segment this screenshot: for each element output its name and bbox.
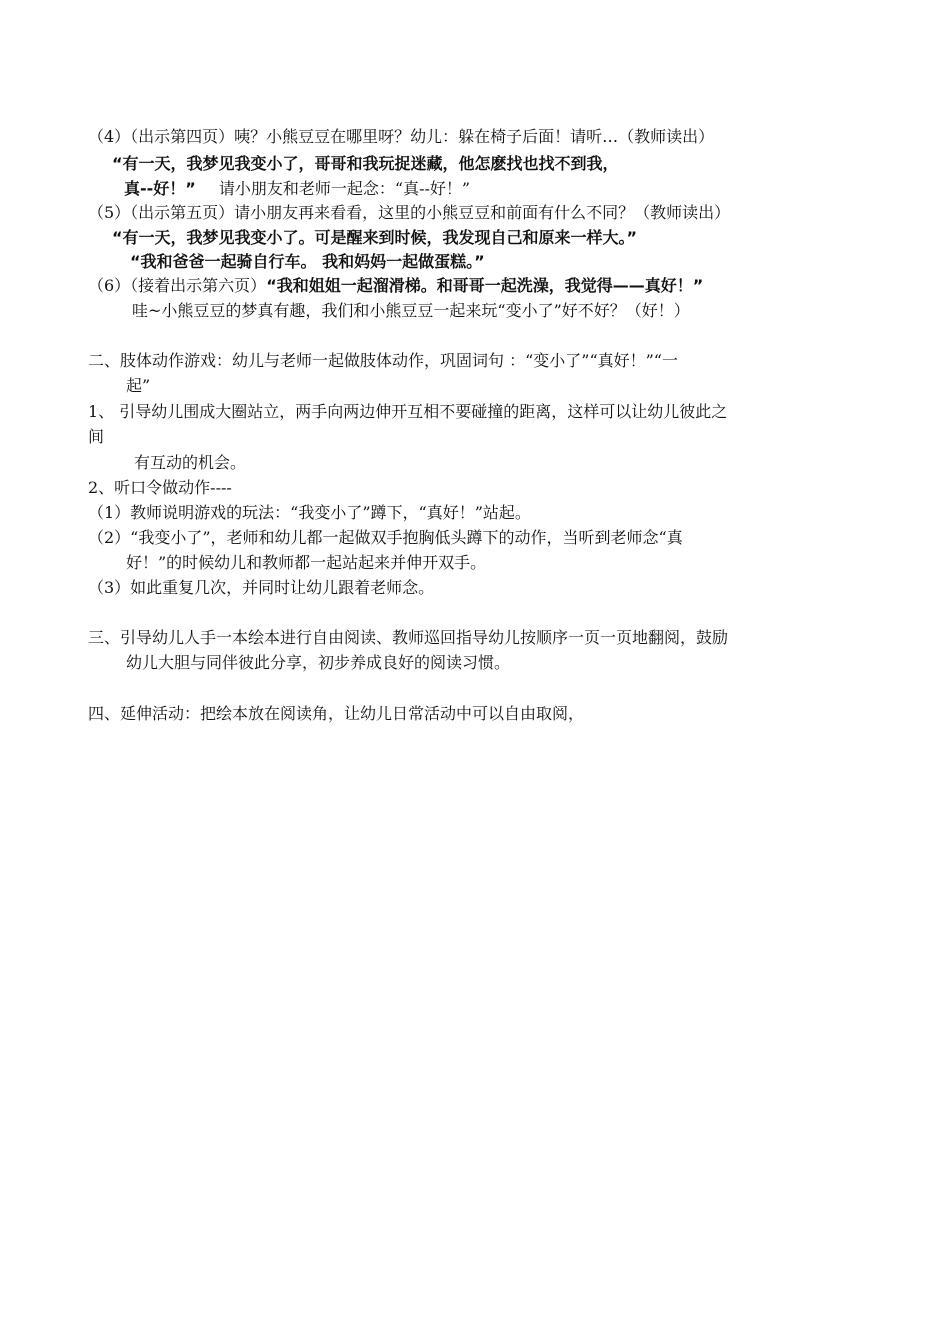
step6-intro: （6）（接着出示第六页） — [88, 276, 267, 295]
step4-quote-line2 — [124, 178, 470, 200]
section3-line1: 三、引导幼儿人手一本绘本进行自由阅读、教师巡回指导幼儿按顺序一页一页地翻阅，鼓励 — [88, 628, 729, 647]
section2-item1-line2: 间 — [88, 427, 105, 446]
section3-line2: 幼儿大胆与同伴彼此分享，初步养成良好的阅读习惯。 — [126, 653, 511, 672]
step6-line — [88, 275, 703, 297]
step5-quote-line1: “有一天，我梦见我变小了。可是醒来到时候，我发现自己和原来一样大。” — [112, 228, 638, 247]
section2-sub3: （3）如此重复几次，并同时让幼儿跟着老师念。 — [88, 578, 435, 597]
section2-sub2-line1: （2）“我变小了”，老师和幼儿都一起做双手抱胸低头蹲下的动作，当听到老师念“真 — [88, 528, 683, 547]
section2-title-line1: 二、肢体动作游戏：幼儿与老师一起做肢体动作，巩固词句 ：“变小了”“真好！”“一 — [88, 351, 678, 370]
section2-item2: 2、听口令做动作---- — [88, 478, 232, 497]
step4-intro: （4）（出示第四页）咦？小熊豆豆在哪里呀？幼儿：躲在椅子后面！请听…（教师读出） — [88, 127, 715, 146]
step6-quote: “我和姐姐一起溜滑梯。和哥哥一起洗澡，我觉得——真好！” — [266, 276, 704, 295]
step5-quote-line2: “我和爸爸一起骑自行车。 我和妈妈一起做蛋糕。” — [130, 252, 485, 271]
step6-follow: 哇~小熊豆豆的梦真有趣，我们和小熊豆豆一起来玩“变小了”好不好？（好！） — [132, 301, 690, 320]
step4-follow: 请小朋友和老师一起念：“真--好！” — [218, 179, 471, 198]
section2-sub2-line2: 好！”的时候幼儿和教师都一起站起来并伸开双手。 — [126, 553, 487, 572]
step5-intro: （5）（出示第五页）请小朋友再来看看，这里的小熊豆豆和前面有什么不同？（教师读出） — [88, 203, 731, 222]
section2-title-line2: 起” — [126, 376, 151, 395]
section4-line1: 四、延伸活动：把绘本放在阅读角，让幼儿日常活动中可以自由取阅， — [88, 704, 585, 723]
step4-quote-line1: “有一天，我梦见我变小了，哥哥和我玩捉迷藏，他怎麽找也找不到我， — [112, 154, 619, 173]
section2-sub1: （1）教师说明游戏的玩法：“我变小了”蹲下，“真好！”站起。 — [88, 503, 531, 522]
section2-item1-line1: 1、 引导幼儿围成大圈站立，两手向两边伸开互相不要碰撞的距离，这样可以让幼儿彼此之 — [88, 402, 728, 421]
step4-quote-end: 真--好！” — [124, 179, 196, 198]
section2-item1-line3: 有互动的机会。 — [134, 453, 247, 472]
